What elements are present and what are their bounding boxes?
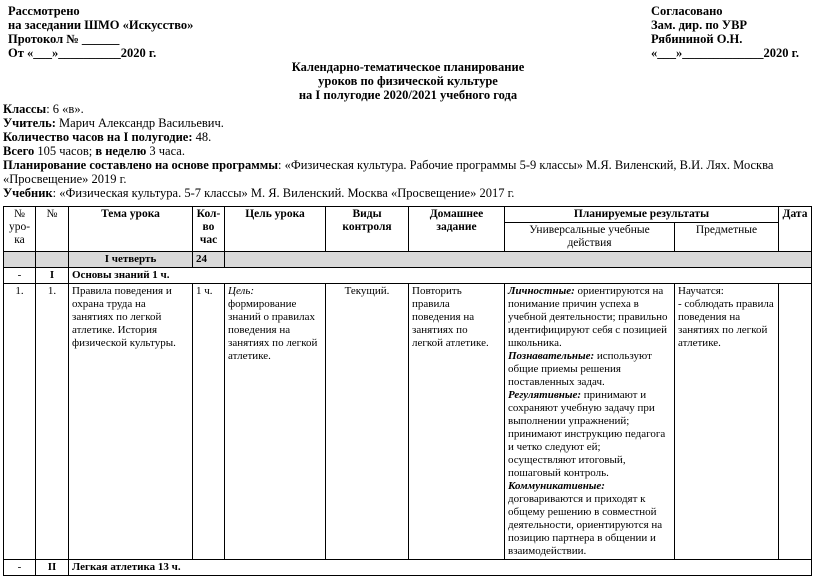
approved-label: Рассмотрено [8, 4, 80, 18]
section2-c2: II [36, 560, 69, 576]
uud-communicative-text: договариваются и приходят к общему решению в совместной деятельности, ориентируются на позицию партнера в общении и взаимодействии. [508, 493, 663, 557]
col-universal: Универсальные учебные действия [505, 223, 675, 252]
col-lesson-number: № уро-ка [4, 207, 36, 252]
textbook-value: : «Физическая культура. 5-7 классы» М. Я. Виленский. Москва «Просвещение» 2017 г. [52, 186, 515, 200]
total-line [3, 144, 185, 158]
quarter-row [4, 252, 812, 268]
hours-label: Количество часов на I полугодие: [3, 130, 193, 144]
deputy-line: Зам. дир. по УВР [651, 18, 748, 32]
col-results: Планируемые результаты [505, 207, 779, 223]
quarter-hours: 24 [193, 252, 225, 268]
classes-line [3, 102, 84, 116]
program-value: : «Физическая культура. Рабочие программы 5-9 классы» М.Я. Виленский, В.И. Лях. Москва [277, 158, 774, 172]
uud-communicative [508, 480, 671, 558]
uud-personal-text: ориентируются на понимание причин успеха в учебной деятельности; правильно идентифицируют себя с позицией школьника. [508, 285, 668, 349]
col-date: Дата [779, 207, 812, 252]
teacher-value: Марич Александр Васильевич. [55, 116, 224, 130]
uud-communicative-label: Коммуникативные: [508, 480, 605, 492]
agreed-date-line: «___»_____________2020 г. [651, 46, 800, 60]
quarter-cell-empty-1 [4, 252, 36, 268]
goal-label: Цель: [228, 285, 255, 297]
uud-personal-label: Личностные: [508, 285, 575, 297]
lesson1-c2: 1. [36, 284, 69, 560]
section2-c1: - [4, 560, 36, 576]
doc-title-line2: уроков по физической культуре [318, 74, 498, 88]
section-row-2 [4, 560, 812, 576]
col-homework: Домашнее задание [409, 207, 505, 252]
section-row-1 [4, 268, 812, 284]
uud-regulative-text: принимают и сохраняют учебную задачу при выполнении упражнений; принимают инструкцию педагога и четко следуют ей; осуществляют итоговый, пошаговый контроль. [508, 389, 666, 479]
protocol-line: Протокол № ______ [8, 32, 120, 46]
lesson-row-1 [4, 284, 812, 560]
col-control: Виды контроля [326, 207, 409, 252]
col-hours: Кол-во час [193, 207, 225, 252]
deputy-name: Рябининой О.Н. [651, 32, 743, 46]
uud-cognitive-text: используют общие приемы решения поставленных задач. [508, 350, 652, 388]
goal-text: формирование знаний о правилах поведения на занятиях по легкой атлетике. [228, 298, 318, 362]
quarter-cell-empty-2 [36, 252, 69, 268]
classes-value: : 6 «в». [46, 102, 84, 116]
section1-c1: - [4, 268, 36, 284]
hours-value: 48. [192, 130, 212, 144]
planning-table [3, 206, 812, 576]
program-label: Планирование составлено на основе программы [3, 158, 278, 172]
total-label: Всего [3, 144, 35, 158]
program-line [3, 158, 773, 172]
agreed-label: Согласовано [651, 4, 723, 18]
lesson1-date [779, 284, 812, 560]
program-line-2: «Просвещение» 2019 г. [3, 172, 127, 186]
section2-title: Легкая атлетика 13 ч. [69, 560, 812, 576]
uud-regulative-label: Регулятивные: [508, 389, 582, 401]
lesson1-hours: 1 ч. [193, 284, 225, 560]
col-number: № [36, 207, 69, 252]
lesson1-topic: Правила поведения и охрана труда на занятиях по легкой атлетике. История физической культуры. [69, 284, 193, 560]
textbook-label: Учебник [3, 186, 53, 200]
lesson1-control: Текущий. [326, 284, 409, 560]
header-row-1 [4, 207, 812, 223]
uud-personal [508, 285, 671, 350]
lesson1-c1: 1. [4, 284, 36, 560]
section1-c2: I [36, 268, 69, 284]
lesson1-homework: Повторить правила поведения на занятиях по легкой атлетике. [409, 284, 505, 560]
approved-date-line: От «___»__________2020 г. [8, 46, 157, 60]
meeting-line: на заседании ШМО «Искусство» [8, 18, 194, 32]
uud-regulative [508, 389, 671, 480]
uud-cognitive [508, 350, 671, 389]
teacher-label: Учитель: [3, 116, 56, 130]
total-value: 105 часов; [34, 144, 96, 158]
teacher-line [3, 116, 224, 130]
col-subject: Предметные [675, 223, 779, 252]
doc-title-line1: Календарно-тематическое планирование [291, 60, 525, 74]
col-goal: Цель урока [225, 207, 326, 252]
col-topic: Тема урока [69, 207, 193, 252]
classes-label: Классы [3, 102, 47, 116]
doc-title-line3: на I полугодие 2020/2021 учебного года [298, 88, 518, 102]
quarter-label: I четверть [69, 252, 193, 268]
week-value: 3 часа. [146, 144, 185, 158]
hours-line [3, 130, 211, 144]
lesson1-subject: Научатся: - соблюдать правила поведения на занятиях по легкой атлетике. [675, 284, 779, 560]
textbook-line [3, 186, 514, 200]
lesson1-goal [225, 284, 326, 560]
lesson1-universal [505, 284, 675, 560]
quarter-cell-rest [225, 252, 812, 268]
section1-title: Основы знаний 1 ч. [69, 268, 812, 284]
uud-cognitive-label: Познавательные: [508, 350, 595, 362]
week-label: в неделю [95, 144, 147, 158]
